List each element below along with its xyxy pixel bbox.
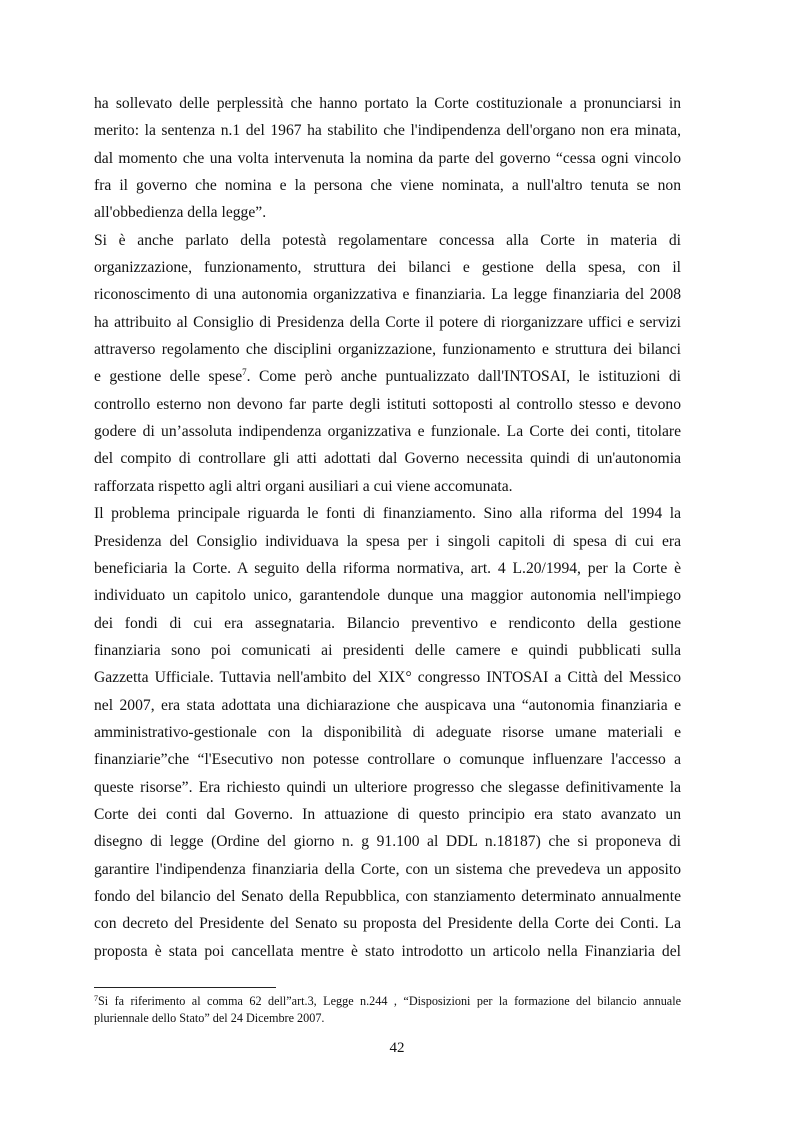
text-line: ha attribuito al Consiglio di Presidenza della Corte il potere di riorganizzare uffici e servizi bbox=[94, 313, 681, 331]
text-line: organizzazione, funzionamento, struttura dei bilanci e gestione della spesa, con il bbox=[94, 259, 681, 277]
text-line: con decreto del Presidente del Senato su proposta del Presidente della Corte dei Conti. La bbox=[94, 915, 681, 933]
text-line: queste risorse”. Era richiesto quindi un ulteriore progresso che slegasse definitivamente la bbox=[94, 778, 681, 796]
text-line: finanziarie”che “l'Esecutivo non potesse controllare o comunque influenzare l'accesso a bbox=[94, 751, 681, 769]
text-line-with-footnote-ref bbox=[94, 363, 681, 390]
text-line: attraverso regolamento che disciplini organizzazione, funzionamento e struttura dei bilanci bbox=[94, 341, 681, 359]
text-line: Si è anche parlato della potestà regolamentare concessa alla Corte in materia di bbox=[94, 231, 681, 249]
text-line: dal momento che una volta intervenuta la nomina da parte del governo “cessa ogni vincolo bbox=[94, 149, 681, 167]
text-line: controllo esterno non devono far parte degli istituti sottoposti al controllo stesso e devono bbox=[94, 395, 681, 413]
text-line: amministrativo-gestionale con la disponibilità di adeguate risorse umane materiali e bbox=[94, 723, 681, 741]
text-line: garantire l'indipendenza finanziaria della Corte, con un sistema che prevedeva un apposito bbox=[94, 860, 681, 878]
text-line: ha sollevato delle perplessità che hanno portato la Corte costituzionale a pronunciarsi in bbox=[94, 95, 681, 112]
text-line: Gazzetta Ufficiale. Tuttavia nell'ambito del XIX° congresso INTOSAI a Città del Messico bbox=[94, 669, 681, 687]
text-segment: . Come però anche puntualizzato dall'INTOSAI, le istituzioni di bbox=[246, 368, 681, 386]
footnote-reference[interactable]: 7 bbox=[242, 367, 247, 378]
text-line: Presidenza del Consiglio individuava la spesa per i singoli capitoli di spesa di cui era bbox=[94, 532, 681, 550]
text-line: fra il governo che nomina e la persona che viene nominata, a null'altro tenuta se non bbox=[94, 177, 681, 195]
text-line: disegno di legge (Ordine del giorno n. g 91.100 al DDL n.18187) che si proponeva di bbox=[94, 833, 681, 851]
text-line: dei fondi di cui era assegnataria. Bilancio preventivo e rendiconto della gestione bbox=[94, 614, 681, 632]
body-text bbox=[94, 90, 681, 965]
text-line: fondo del bilancio del Senato della Repubblica, con stanziamento determinato annualmente bbox=[94, 887, 681, 905]
footnote-marker: 7 bbox=[94, 994, 98, 1003]
text-line: finanziaria sono poi comunicati ai presidenti delle camere e quindi pubblicati sulla bbox=[94, 641, 681, 659]
footnote bbox=[94, 993, 681, 1027]
footnote-line bbox=[94, 993, 681, 1010]
page-number: 42 bbox=[389, 1040, 405, 1056]
footnote-divider bbox=[94, 987, 276, 988]
text-line: Corte dei conti dal Governo. In attuazione di questo principio era stato avanzato un bbox=[94, 805, 681, 823]
text-line: proposta è stata poi cancellata mentre è stato introdotto un articolo nella Finanziaria del bbox=[94, 942, 681, 960]
text-line: beneficiaria la Corte. A seguito della riforma normativa, art. 4 L.20/1994, per la Corte è bbox=[94, 559, 681, 577]
text-line: individuato un capitolo unico, garantendole dunque una maggior autonomia nell'impiego bbox=[94, 587, 681, 605]
text-line: nel 2007, era stata adottata una dichiarazione che auspicava una “autonomia finanziaria e bbox=[94, 696, 681, 714]
footnote-line: pluriennale dello Stato” del 24 Dicembre 2007. bbox=[94, 1011, 325, 1025]
text-line: Il problema principale riguarda le fonti di finanziamento. Sino alla riforma del 1994 la bbox=[94, 505, 681, 523]
text-line: riconoscimento di una autonomia organizzativa e finanziaria. La legge finanziaria del 2008 bbox=[94, 286, 681, 304]
text-line: godere di un’assoluta indipendenza organizzativa e funzionale. La Corte dei conti, titolare bbox=[94, 423, 681, 441]
text-line: rafforzata rispetto agli altri organi ausiliari a cui viene accomunata. bbox=[94, 477, 513, 495]
text-line: all'obbedienza della legge”. bbox=[94, 204, 267, 222]
text-segment: e gestione delle spese bbox=[94, 368, 243, 386]
footnote-text: Si fa riferimento al comma 62 dell”art.3, Legge n.244 , “Disposizioni per la formazione del bilancio annuale bbox=[98, 994, 681, 1008]
text-line: del compito di controllare gli atti adottati dal Governo necessita quindi di un'autonomia bbox=[94, 450, 681, 468]
text-line: merito: la sentenza n.1 del 1967 ha stabilito che l'indipendenza dell'organo non era minata, bbox=[94, 122, 681, 140]
